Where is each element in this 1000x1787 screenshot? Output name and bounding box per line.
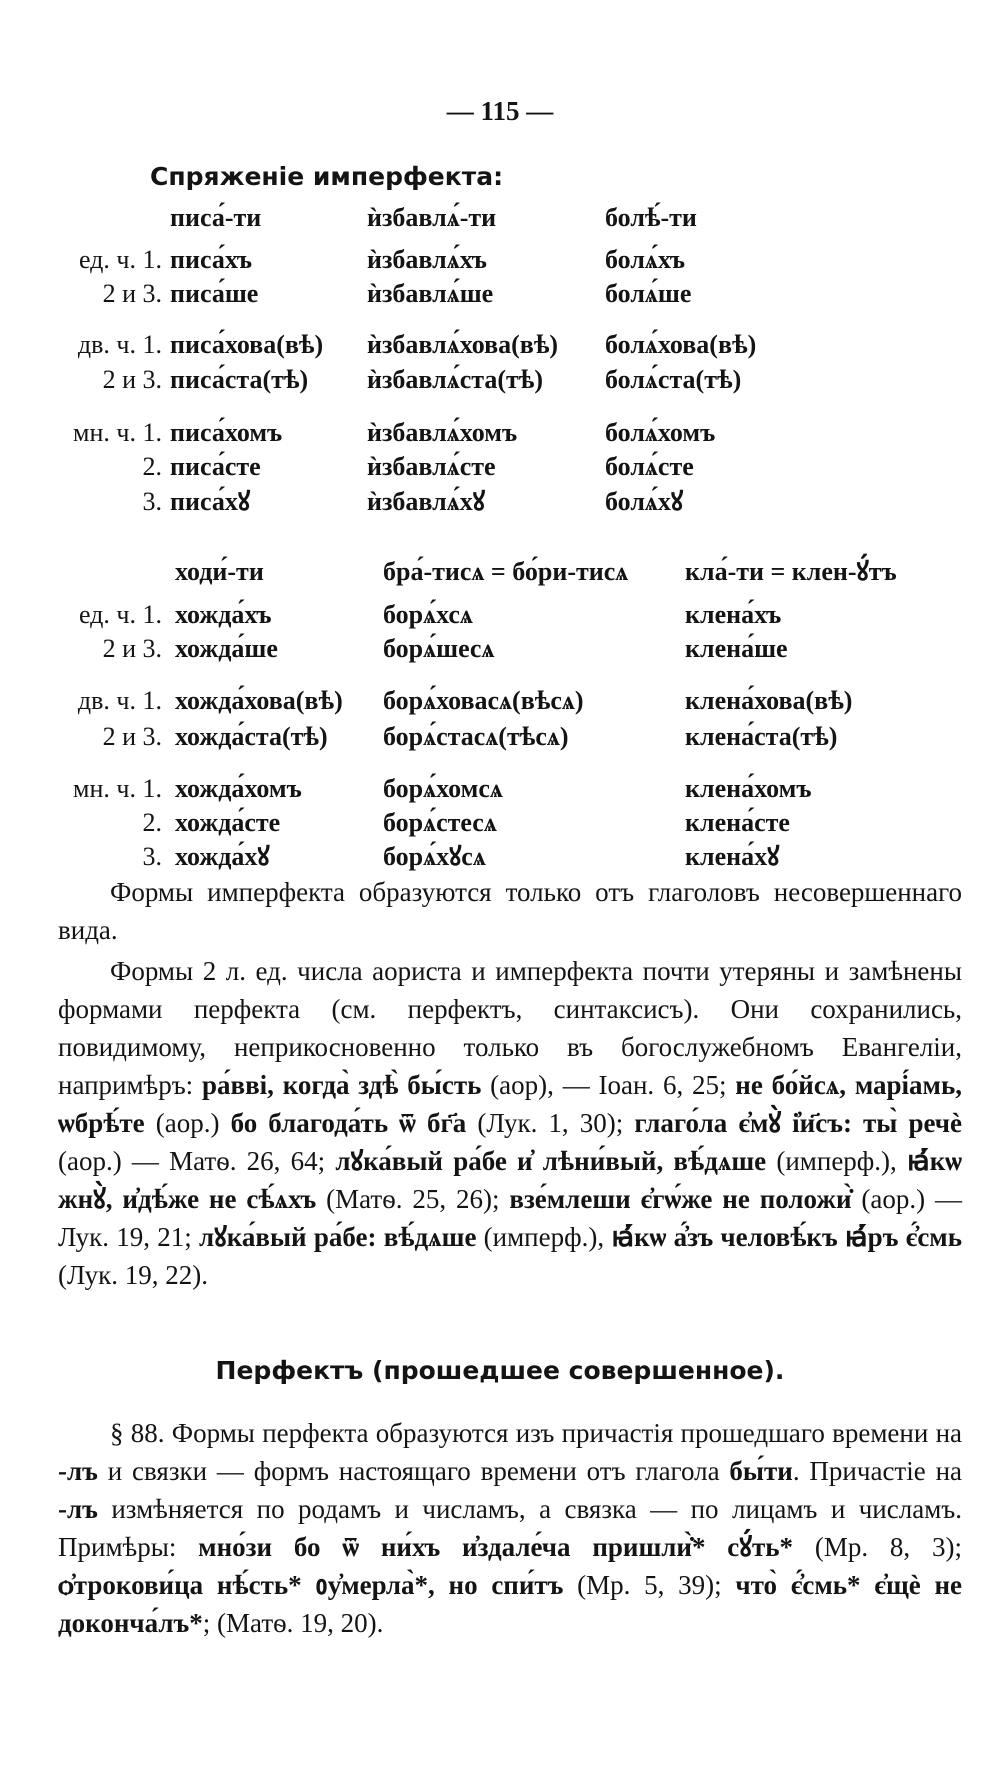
table-heading: Спряженіе имперфекта:	[150, 162, 504, 191]
text: ; (Матѳ. 19, 20).	[202, 1608, 384, 1638]
text: (Матѳ. 25, 26);	[316, 1184, 510, 1214]
slavonic-quote: -лъ	[58, 1456, 98, 1486]
text: . Причастіе на	[792, 1456, 963, 1486]
verb-form: клена́хъ	[685, 600, 782, 629]
column-header: ходи́-ти	[175, 557, 264, 586]
slavonic-quote: ѻ҆трокови́ца нѣ́сть* ᲂу҆мерла̀*, но спи́тъ	[58, 1570, 564, 1600]
row-label: 2 и 3.	[102, 279, 162, 308]
slavonic-quote: мно́зи бо ѿ ни́хъ и҆здале́ча пришли̇̀* сꙋ́ть*	[198, 1532, 793, 1562]
text: и связки — формъ настоящаго времени отъ глагола	[97, 1456, 730, 1486]
slavonic-quote: не бо́йсѧ, марі́амь, ѡбрѣ́те	[58, 1070, 962, 1138]
verb-form: борѧ́хсѧ	[383, 600, 473, 629]
column-header: писа́-ти	[170, 203, 262, 232]
paragraph-imperfect-forms: Формы имперфекта образуются только отъ глаголовъ несовершеннаго вида.	[58, 877, 962, 945]
verb-form: ѝзбавлѧ́хова(вѣ)	[367, 330, 559, 359]
text: (аор.)	[144, 1108, 231, 1138]
slavonic-quote: лꙋка́вый ра́бе: вѣ́дѧше	[198, 1222, 477, 1252]
column-header: бра́-тисѧ = бо́ри-тисѧ	[383, 557, 629, 586]
verb-form: болѧ́ста(тѣ)	[605, 365, 742, 394]
verb-form: писа́хъ	[170, 245, 252, 274]
row-label: 3.	[142, 842, 162, 871]
verb-form: борѧ́стасѧ(тѣсѧ)	[383, 722, 569, 751]
column-header: болѣ́-ти	[605, 203, 697, 232]
verb-form: хожда́хова(вѣ)	[175, 686, 343, 715]
text: (имперф.),	[476, 1222, 612, 1252]
verb-form: болѧ́хꙋ	[605, 487, 684, 516]
row-label: 2.	[142, 452, 162, 481]
section-title: Перфектъ (прошедшее совершенное).	[215, 1356, 785, 1385]
slavonic-quote: лꙋка́вый ра́бе и҆ лѣни́вый, вѣ́дѧше	[335, 1146, 767, 1176]
row-label: ед. ч. 1.	[78, 245, 162, 274]
text: измѣняется по родамъ и числамъ, а связка — по лицамъ и числамъ. Примѣры:	[58, 1494, 962, 1562]
text: § 88. Формы перфекта образуются изъ причастія прошедшаго времени на	[110, 1418, 962, 1448]
verb-form: клена́ше	[685, 634, 788, 663]
verb-form: болѧ́ше	[605, 279, 692, 308]
column-header: ѝзбавлѧ́-ти	[367, 203, 497, 232]
verb-form: ѝзбавлѧ́хꙋ	[367, 487, 485, 516]
verb-form: ѝзбавлѧ́ста(тѣ)	[367, 365, 544, 394]
verb-form: писа́сте	[170, 452, 261, 481]
verb-form: болѧ́хова(вѣ)	[605, 330, 757, 359]
verb-form: хожда́ше	[175, 634, 278, 663]
text: (аор), — Іоан. 6, 25;	[481, 1070, 736, 1100]
verb-form: ѝзбавлѧ́хомъ	[367, 418, 518, 447]
verb-form: клена́хомъ	[685, 774, 812, 803]
slavonic-quote: ꙗ҆́кѡ а҆́зъ человѣ́къ ꙗ҆́ръ є҆́смь	[611, 1222, 962, 1252]
verb-form: писа́ста(тѣ)	[170, 365, 309, 394]
verb-form: ѝзбавлѧ́хъ	[367, 245, 487, 274]
paragraph-perfect-forms	[58, 1414, 962, 1642]
verb-form: борѧ́шесѧ	[383, 634, 495, 663]
verb-form: писа́хꙋ	[170, 487, 251, 516]
verb-form: болѧ́хъ	[605, 245, 686, 274]
slavonic-quote: -лъ	[58, 1494, 98, 1524]
slavonic-quote: бы́ти	[729, 1456, 793, 1486]
paragraph-aorist-forms	[58, 952, 962, 1294]
verb-form: борѧ́хꙋсѧ	[383, 842, 486, 871]
verb-form: борѧ́ховасѧ(вѣсѧ)	[383, 686, 584, 715]
row-label: 2.	[142, 808, 162, 837]
verb-form: болѧ́хомъ	[605, 418, 716, 447]
verb-form: писа́хова(вѣ)	[170, 330, 324, 359]
row-label: 2 и 3.	[102, 634, 162, 663]
verb-form: клена́ста(тѣ)	[685, 722, 838, 751]
slavonic-quote: что̀ є҆́смь* є҆щѐ не доконча́лъ*	[58, 1570, 962, 1638]
row-label: дв. ч. 1.	[77, 686, 162, 715]
verb-form: ѝзбавлѧ́ше	[367, 279, 494, 308]
slavonic-quote: ра́вві, когда̀ здѣ̀ бы́сть	[201, 1070, 482, 1100]
slavonic-quote: ꙗ҆́кѡ жнꙋ̀, и҆дѣ́же не сѣ́ѧхъ	[58, 1146, 962, 1214]
verb-form: хожда́хꙋ	[175, 842, 270, 871]
verb-form: хожда́хъ	[175, 600, 272, 629]
verb-form: хожда́ста(тѣ)	[175, 722, 328, 751]
verb-form: клена́хова(вѣ)	[685, 686, 853, 715]
slavonic-quote: бо благода́ть ѿ бг҃а	[230, 1108, 467, 1138]
text: (Лук. 19, 22).	[58, 1260, 208, 1290]
row-label: 2 и 3.	[102, 722, 162, 751]
row-label: дв. ч. 1.	[77, 330, 162, 359]
verb-form: болѧ́сте	[605, 452, 694, 481]
verb-form: борѧ́хомсѧ	[383, 774, 503, 803]
text: (аор.) — Лук. 19, 21;	[58, 1184, 962, 1252]
verb-form: клена́хꙋ	[685, 842, 780, 871]
verb-form: борѧ́стесѧ	[383, 808, 497, 837]
text: (аор.) — Матѳ. 26, 64;	[58, 1146, 336, 1176]
slavonic-quote: глаго́ла є҆мꙋ̀ і҆и҃съ: ты̀ речѐ	[634, 1108, 963, 1138]
column-header: кла́-ти = клен-ꙋ́тъ	[685, 557, 897, 586]
row-label: мн. ч. 1.	[73, 774, 162, 803]
row-label: ед. ч. 1.	[78, 600, 162, 629]
row-label: мн. ч. 1.	[73, 418, 162, 447]
slavonic-quote: взе́млеши є҆гѡ́же не положи̇̀	[509, 1184, 852, 1214]
verb-form: хожда́сте	[175, 808, 281, 837]
text: (Мр. 5, 39);	[563, 1570, 736, 1600]
text: (Лук. 1, 30);	[466, 1108, 635, 1138]
verb-form: писа́хомъ	[170, 418, 283, 447]
text: Формы 2 л. ед. числа аориста и имперфекта почти утеряны и замѣнены формами перфекта (см. перфектъ, синтаксисъ). Они сохранились, повидимому, неприкосновенно только въ богослужебномъ Евангеліи, напримѣръ:	[58, 956, 962, 1100]
page-number: — 115 —	[446, 96, 554, 126]
text: (Мр. 8, 3);	[793, 1532, 962, 1562]
verb-form: ѝзбавлѧ́сте	[367, 452, 496, 481]
verb-form: хожда́хомъ	[175, 774, 302, 803]
row-label: 2 и 3.	[102, 365, 162, 394]
verb-form: писа́ше	[170, 279, 259, 308]
text: (имперф.),	[766, 1146, 907, 1176]
verb-form: клена́сте	[685, 808, 790, 837]
row-label: 3.	[142, 487, 162, 516]
